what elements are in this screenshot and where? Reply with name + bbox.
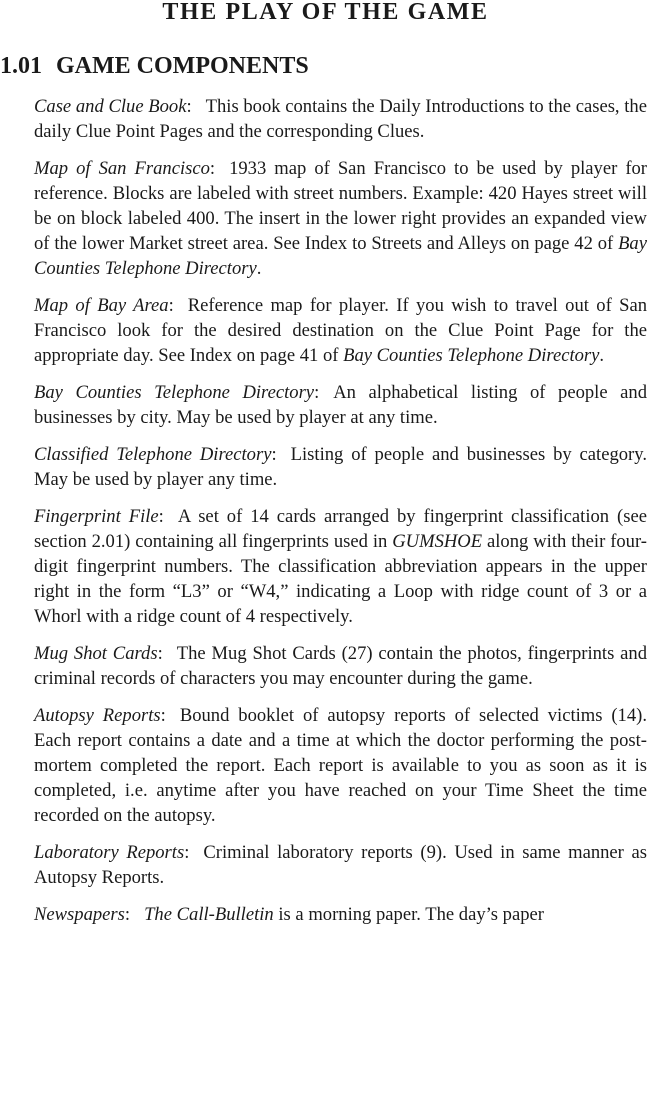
entry-reference: GUMSHOE — [392, 531, 483, 552]
entry-term: Mug Shot Cards — [34, 643, 158, 664]
entry-term: Bay Counties Telephone Directory — [34, 382, 315, 403]
entry-term: Autopsy Reports — [34, 705, 161, 726]
section-number: 1.01 — [0, 53, 42, 79]
entry-description: Criminal laboratory reports (9). Used in same manner as Autopsy Reports. — [34, 842, 647, 888]
entry-map-of-san-francisco: Map of San Francisco: 1933 map of San Francisco to be used by player for reference. Blocks are labeled with street numbers. Example: 420 Hayes street will be on block labeled 400. The insert in the lower right provides an expanded view of the lower Market street area. See Index to Streets and Alleys on page 42 of Bay Counties Telephone Directory. — [34, 158, 647, 279]
entry-term: Newspapers — [34, 904, 125, 925]
entry-description-end: . — [256, 258, 262, 279]
entry-description: Listing of people and businesses by category. May be used by player any time. — [34, 444, 647, 490]
section-title: GAME COMPONENTS — [56, 53, 309, 79]
entry-reference: The Call-Bulletin — [144, 904, 274, 925]
entry-description: Reference map for player. If you wish to travel out of San Francisco look for the desired destination on the Clue Point Page for the appropriate day. See Index on page 41 of — [34, 295, 647, 366]
entry-reference: Bay Counties Telephone Directory — [34, 233, 647, 279]
entry-mug-shot-cards: Mug Shot Cards: The Mug Shot Cards (27) contain the photos, fingerprints and criminal records of characters you may encounter during the game. — [34, 643, 647, 689]
entry-term: Laboratory Reports — [34, 842, 185, 863]
components-list — [34, 94, 647, 939]
entry-classified-telephone-directory: Classified Telephone Directory: Listing of people and businesses by category. May be used by player any time. — [34, 444, 647, 490]
entry-autopsy-reports: Autopsy Reports: Bound booklet of autopsy reports of selected victims (14). Each report contains a date and a time at which the doctor performing the post-mortem completed the report. Each report is available to you as soon as it is completed, i.e. anytime after you have reached on your Time Sheet the time recorded on the autopsy. — [34, 705, 647, 826]
entry-description-end: along with their four-digit fingerprint numbers. The classification abbreviation appears in the upper right in the form “L3” or “W4,” indicating a Loop with ridge count of 3 or a Whorl with a ridge count of 4 respectively. — [34, 531, 647, 627]
entry-description: An alphabetical listing of people and businesses by city. May be used by player at any time. — [34, 382, 647, 428]
entry-description: Bound booklet of autopsy reports of selected victims (14). Each report contains a date and a time at which the doctor performing the post-mortem completed the report. Each report is available to you as soon as it is completed, i.e. anytime after you have reached on your Time Sheet the time recorded on the autopsy. — [34, 705, 647, 826]
entry-laboratory-reports: Laboratory Reports: Criminal laboratory reports (9). Used in same manner as Autopsy Reports. — [34, 842, 647, 888]
entry-term: Classified Telephone Directory — [34, 444, 272, 465]
entry-case-and-clue-book: Case and Clue Book: This book contains the Daily Introductions to the cases, the daily Clue Point Pages and the corresponding Clues. — [34, 96, 647, 142]
entry-description-end: . — [599, 345, 605, 366]
entry-fingerprint-file: Fingerprint File: A set of 14 cards arranged by fingerprint classification (see section 2.01) containing all fingerprints used in GUMSHOE along with their four-digit fingerprint numbers. The classification abbreviation appears in the upper right in the form “L3” or “W4,” indicating a Loop with ridge count of 3 or a Whorl with a ridge count of 4 respectively. — [34, 506, 647, 627]
entry-description: This book contains the Daily Introductions to the cases, the daily Clue Point Pages and the corresponding Clues. — [34, 96, 647, 142]
entry-term: Map of San Francisco — [34, 158, 210, 179]
page-title: THE PLAY OF THE GAME — [162, 0, 489, 25]
section-heading — [0, 51, 309, 81]
entry-description-end: is a morning paper. The day’s paper — [273, 904, 544, 925]
entry-description: A set of 14 cards arranged by fingerprint classification (see section 2.01) containing all fingerprints used in — [34, 506, 647, 552]
entry-newspapers: Newspapers: The Call-Bulletin is a morning paper. The day’s paper — [34, 904, 544, 925]
entry-bay-counties-telephone-directory: Bay Counties Telephone Directory: An alphabetical listing of people and businesses by city. May be used by player at any time. — [34, 382, 647, 428]
entry-description: The Mug Shot Cards (27) contain the photos, fingerprints and criminal records of characters you may encounter during the game. — [34, 643, 647, 689]
entry-description: 1933 map of San Francisco to be used by player for reference. Blocks are labeled with street numbers. Example: 420 Hayes street will be on block labeled 400. The insert in the lower right provides an expanded view of the lower Market street area. See Index to Streets and Alleys on page 42 of — [34, 158, 647, 254]
entry-map-of-bay-area: Map of Bay Area: Reference map for player. If you wish to travel out of San Francisco look for the desired destination on the Clue Point Page for the appropriate day. See Index on page 41 of Bay Counties Telephone Directory. — [34, 295, 647, 366]
entry-term: Fingerprint File — [34, 506, 159, 527]
entry-term: Map of Bay Area — [34, 295, 169, 316]
entry-reference: Bay Counties Telephone Directory — [343, 345, 600, 366]
entry-term: Case and Clue Book — [34, 96, 187, 117]
